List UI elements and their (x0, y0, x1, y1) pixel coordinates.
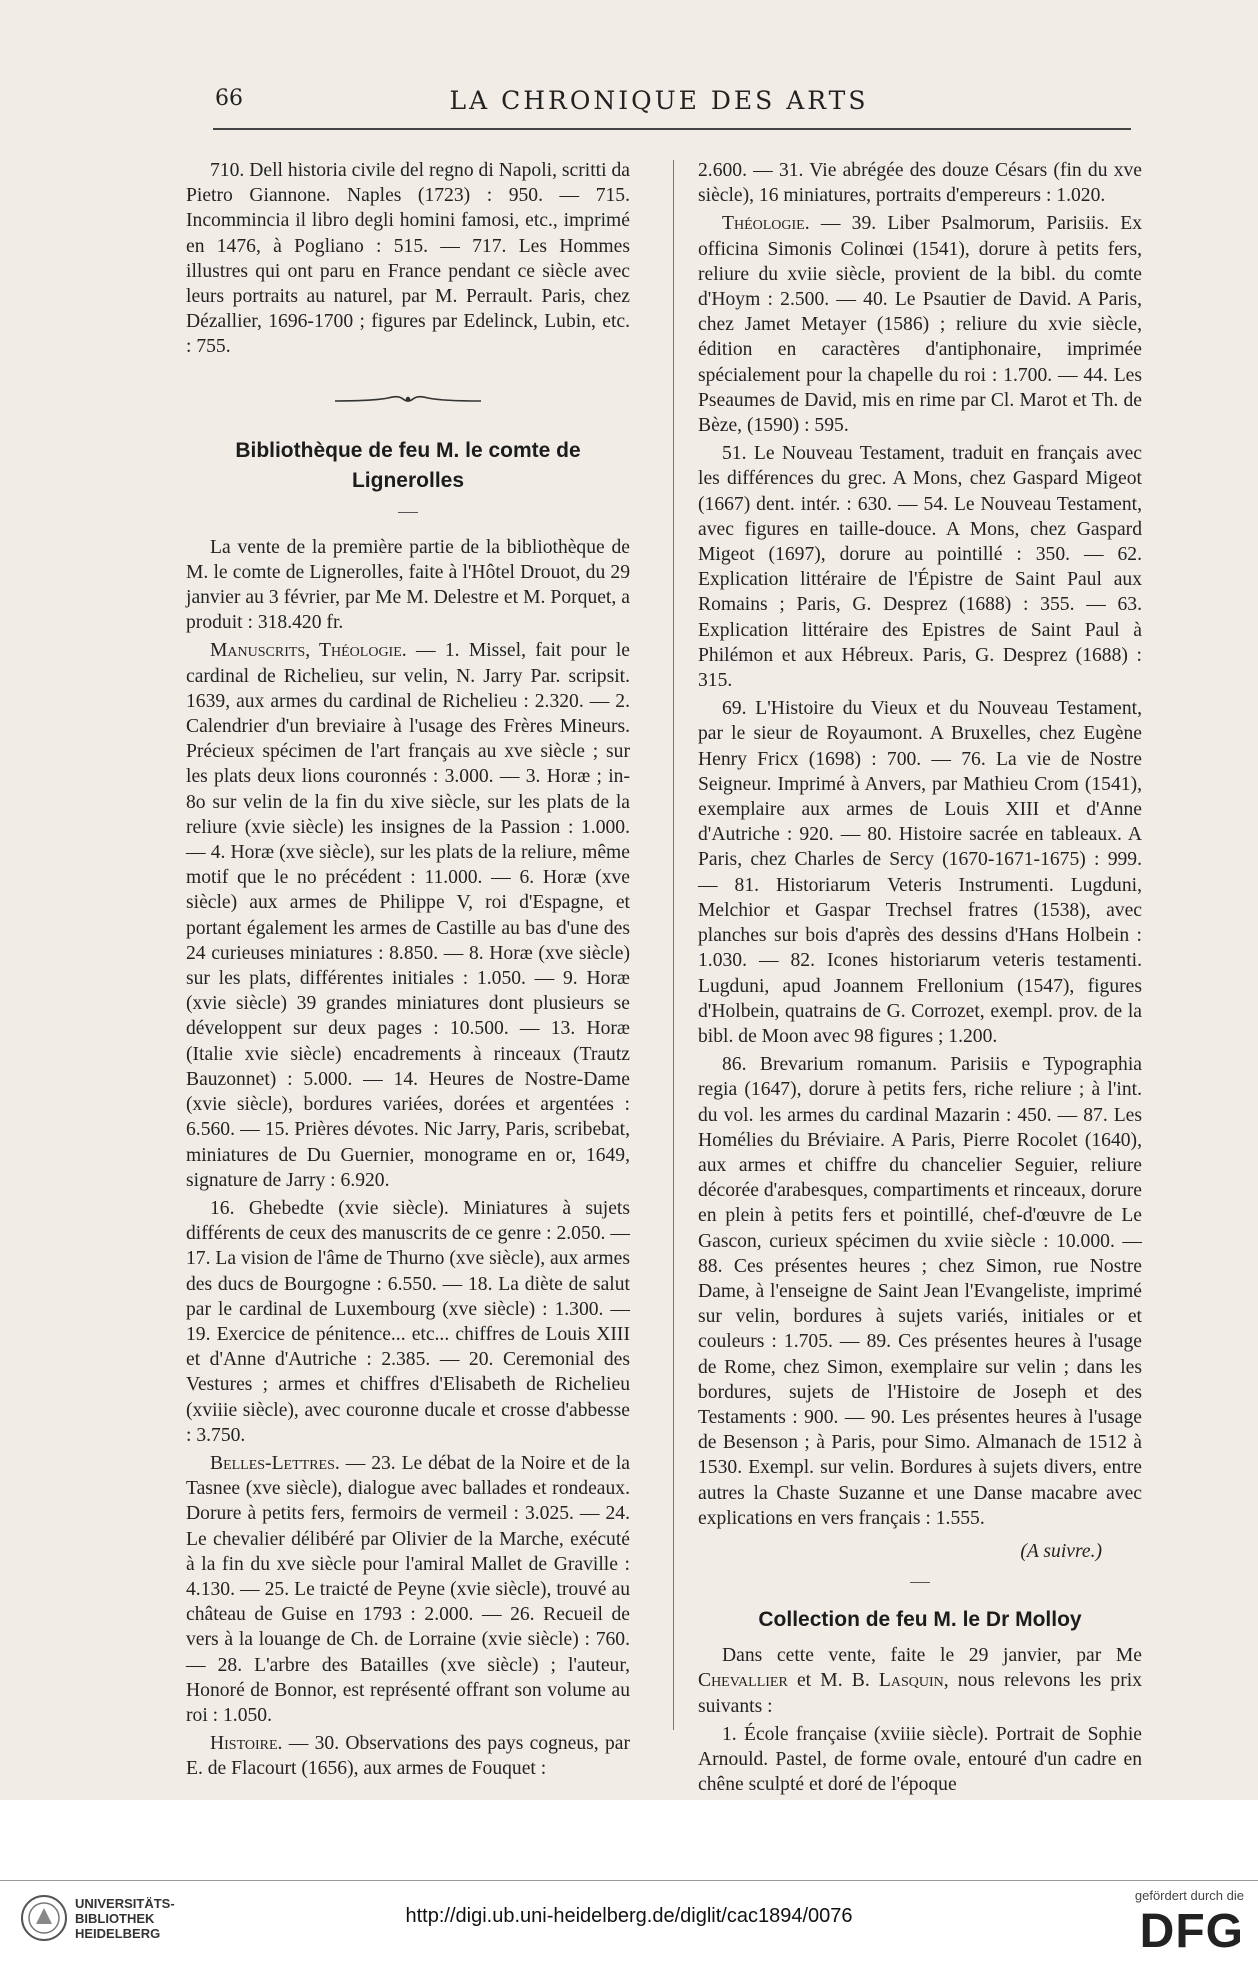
left-column (186, 158, 630, 1785)
digitization-footer (0, 1800, 1258, 1962)
permalink-url[interactable]: http://digi.ub.uni-heidelberg.de/diglit/cac1894/0076 (405, 1905, 853, 1927)
dfg-logo: DFG (1139, 1905, 1244, 1958)
footer-rule (0, 1880, 1258, 1881)
paragraph: Belles-Lettres. — 23. Le débat de la Noire et de la Tasnee (xve siècle), dialogue avec ballades et rondeaux. Dorure à petits fers, fermoirs de vermeil : 3.025. — 24. Le chevalier délibéré par Olivier de la Marche, exécuté à la fin du xve siècle pour l'amiral Mallet de Graville : 4.130. — 25. Le traicté de Peyne (xvie siècle), trouvé au château de Guise en 1793 : 2.000. — 26. Recueil de vers à la louange de Ch. de Lorraine (xvie siècle) : 760. — 28. L'arbre des Batailles (xve siècle) ; l'auteur, Honoré de Bonnor, est représenté offrant son volume au roi : 1.050. (186, 1452, 630, 1726)
paragraph: Dans cette vente, faite le 29 janvier, par Me Chevallier et M. B. Lasquin, nous relevons les prix suivants : (698, 1645, 1142, 1717)
column-divider (673, 160, 674, 1730)
running-title: LA CHRONIQUE DES ARTS (449, 86, 869, 115)
funded-by-label: gefördert durch die (1134, 1888, 1244, 1903)
section-title-lignerolles: Bibliothèque de feu M. le comte de Lignerolles (235, 438, 581, 492)
a-suivre: (A suivre.) (1020, 1540, 1102, 1562)
page-number: 66 (215, 86, 243, 111)
paragraph: 86. Brevarium romanum. Parisiis e Typographia regia (1647), dorure à petits fers, riche reliure ; à l'int. du vol. les armes du cardinal Mazarin : 450. — 87. Les Homélies du Bréviaire. A Paris, Pierre Rocolet (1640), aux armes et chiffre du chancelier Seguier, reliure décorée d'arabesques, compartiments et rinceaux, dorure en plein à petits fers et pointillé, chef-d'œuvre de Le Gascon, curieux spécimen du xviie siècle : 10.000. — 88. Ces présentes heures ; chez Simon, rue Nostre Dame, à l'enseigne de Saint Jean l'Evangeliste, imprimé sur velin, bordures à sujets variés, initiales or et couleurs : 1.705. — 89. Ces présentes heures à l'usage de Rome, chez Simon, exemplaire sur velin ; dans les bordures, sujets de l'Histoire de Joseph et des Testaments : 900. — 90. Les présentes heures à l'usage de Besenson ; à Paris, pour Simo. Almanach de 1512 à 1530. Exempl. sur velin. Bordures à sujets divers, entre autres la Chaste Suzanne et une Danse macabre avec explications en vers français : 1.555. (698, 1054, 1142, 1529)
section-title-molloy: Collection de feu M. le Dr Molloy (758, 1608, 1082, 1632)
short-divider (398, 512, 418, 513)
ornament-divider-icon (333, 392, 483, 406)
page-header (0, 86, 1258, 122)
paragraph: 69. L'Histoire du Vieux et du Nouveau Testament, par le sieur de Royaumont. A Bruxelles, chez Eugène Henry Fricx (1698) : 700. — 76. La vie de Nostre Seigneur. Imprimé à Anvers, par Mathieu Crom (1541), exemplaire aux armes de Louis XIII et d'Anne d'Autriche : 920. — 80. Histoire sacrée en tableaux. A Paris, chez Charles de Sercy (1670-1671-1675) : 999. — 81. Historiarum Veteris Instrumenti. Lugduni, Melchior et Gaspar Trechsel fratres (1538), avec planches sur bois d'après des dessins d'Hans Holbein : 1.030. — 82. Icones historiarum veteris testamenti. Lugduni, apud Joannem Frellonium (1547), figures d'Holbein, quatrains de G. Corrozet, exempl. prov. de la bibl. de Moon avec 98 figures ; 1.200. (698, 698, 1142, 1047)
short-divider (910, 1582, 930, 1583)
paragraph: 1. École française (xviiie siècle). Portrait de Sophie Arnould. Pastel, de forme ovale, entouré d'un cadre en chêne sculpté et doré de l'époque (698, 1723, 1142, 1796)
institution-name: UNIVERSITÄTS- BIBLIOTHEK HEIDELBERG (75, 1896, 175, 1941)
header-rule (213, 128, 1131, 130)
paragraph: 710. Dell historia civile del regno di Napoli, scritti da Pietro Giannone. Naples (1723) : 950. — 715. Incommincia il libro degli homini famosi, etc., imprimé en 1476, à Pogliano : 515. — 717. Les Hommes illustres qui ont paru en France pendant ce siècle avec leurs portraits au naturel, par M. Perrault. Paris, chez Dézallier, 1696-1700 ; figures par Edelinck, Lubin, etc. : 755. (186, 160, 630, 358)
right-column (698, 158, 1142, 1800)
paragraph: 16. Ghebedte (xvie siècle). Miniatures à sujets différents de ceux des manuscrits de ce genre : 2.050. — 17. La vision de l'âme de Thurno (xve siècle), aux armes des ducs de Bourgogne : 6.550. — 18. La diète de salut par le cardinal de Luxembourg (xve siècle) : 1.300. — 19. Exercice de pénitence... etc... chiffres de Louis XIII et d'Anne d'Autriche : 2.385. — 20. Ceremonial des Vestures ; armes et chiffres d'Elisabeth de Richelieu (xviiie siècle), avec couronne ducale et crosse d'abbesse : 3.750. (186, 1197, 630, 1446)
paragraph: 51. Le Nouveau Testament, traduit en français avec les différences du grec. A Mons, chez Gaspard Migeot (1667) dent. intér. : 630. — 54. Le Nouveau Testament, avec figures en taille-douce. A Mons, chez Gaspard Migeot (1697), dorure au pointillé : 350. — 62. Explication littéraire de l'Épistre de Saint Paul aux Romains ; Paris, G. Desprez (1688) : 355. — 63. Explication littéraire des Epistres de Saint Paul à Philémon et aux Hébreux. Paris, G. Desprez (1688) : 315. (698, 443, 1142, 692)
paragraph: 2.600. — 31. Vie abrégée des douze Césars (fin du xve siècle), 16 miniatures, portraits d'empereurs : 1.020. (698, 160, 1142, 207)
paragraph: Manuscrits, Théologie. — 1. Missel, fait pour le cardinal de Richelieu, sur velin, N. Jarry Par. scripsit. 1639, aux armes du cardinal de Richelieu : 2.320. — 2. Calendrier d'un breviaire à l'usage des Frères Mineurs. Précieux spécimen de l'art français au xve siècle ; sur les plats deux lions couronnés : 3.000. — 3. Horæ ; in-8o sur velin de la fin du xive siècle, sur les plats de la reliure (xvie siècle) les insignes de la Passion : 1.000. — 4. Horæ (xve siècle), sur les plats de la reliure, même motif que le no précédent : 11.000. — 6. Horæ (xve siècle) aux armes de Philippe V, roi d'Espagne, et portant également les armes de Castille au bas d'une des 24 curieuses miniatures : 8.850. — 8. Horæ (xve siècle) sur les plats, différentes initiales : 1.050. — 9. Horæ (xvie siècle) 39 grandes miniatures dont plusieurs se développent sur deux pages : 10.500. — 13. Horæ (Italie xvie siècle) encadrements à rinceaux (Trautz Bauzonnet) : 5.000. — 14. Heures de Nostre-Dame (xvie siècle), bordures variées, dorées et argentées : 6.560. — 15. Prières dévotes. Nic Jarry, Paris, scribebat, miniatures de Du Guernier, monograme en or, 1649, signature de Jarry : 6.920. (186, 640, 630, 1191)
paragraph: Histoire. — 30. Observations des pays cogneus, par E. de Flacourt (1656), aux armes de Fouquet : (186, 1733, 630, 1780)
paragraph: Théologie. — 39. Liber Psalmorum, Parisiis. Ex officina Simonis Colinœi (1541), dorure à petits fers, reliure du xviie siècle, provient de la bibl. du comte d'Hoym : 2.500. — 40. Le Psautier de David. A Paris, chez Jamet Metayer (1586) ; reliure du xvie siècle, édition en caractères d'antiphonaire, imprimée spécialement pour la chapelle du roi : 1.700. — 44. Les Pseaumes de David, mis en rime par Cl. Marot et Th. de Bèze, (1590) : 595. (698, 213, 1142, 437)
paragraph: La vente de la première partie de la bibliothèque de M. le comte de Lignerolles, faite à l'Hôtel Drouot, du 29 janvier au 3 février, par Me M. Delestre et M. Porquet, a produit : 318.420 fr. (186, 536, 630, 634)
